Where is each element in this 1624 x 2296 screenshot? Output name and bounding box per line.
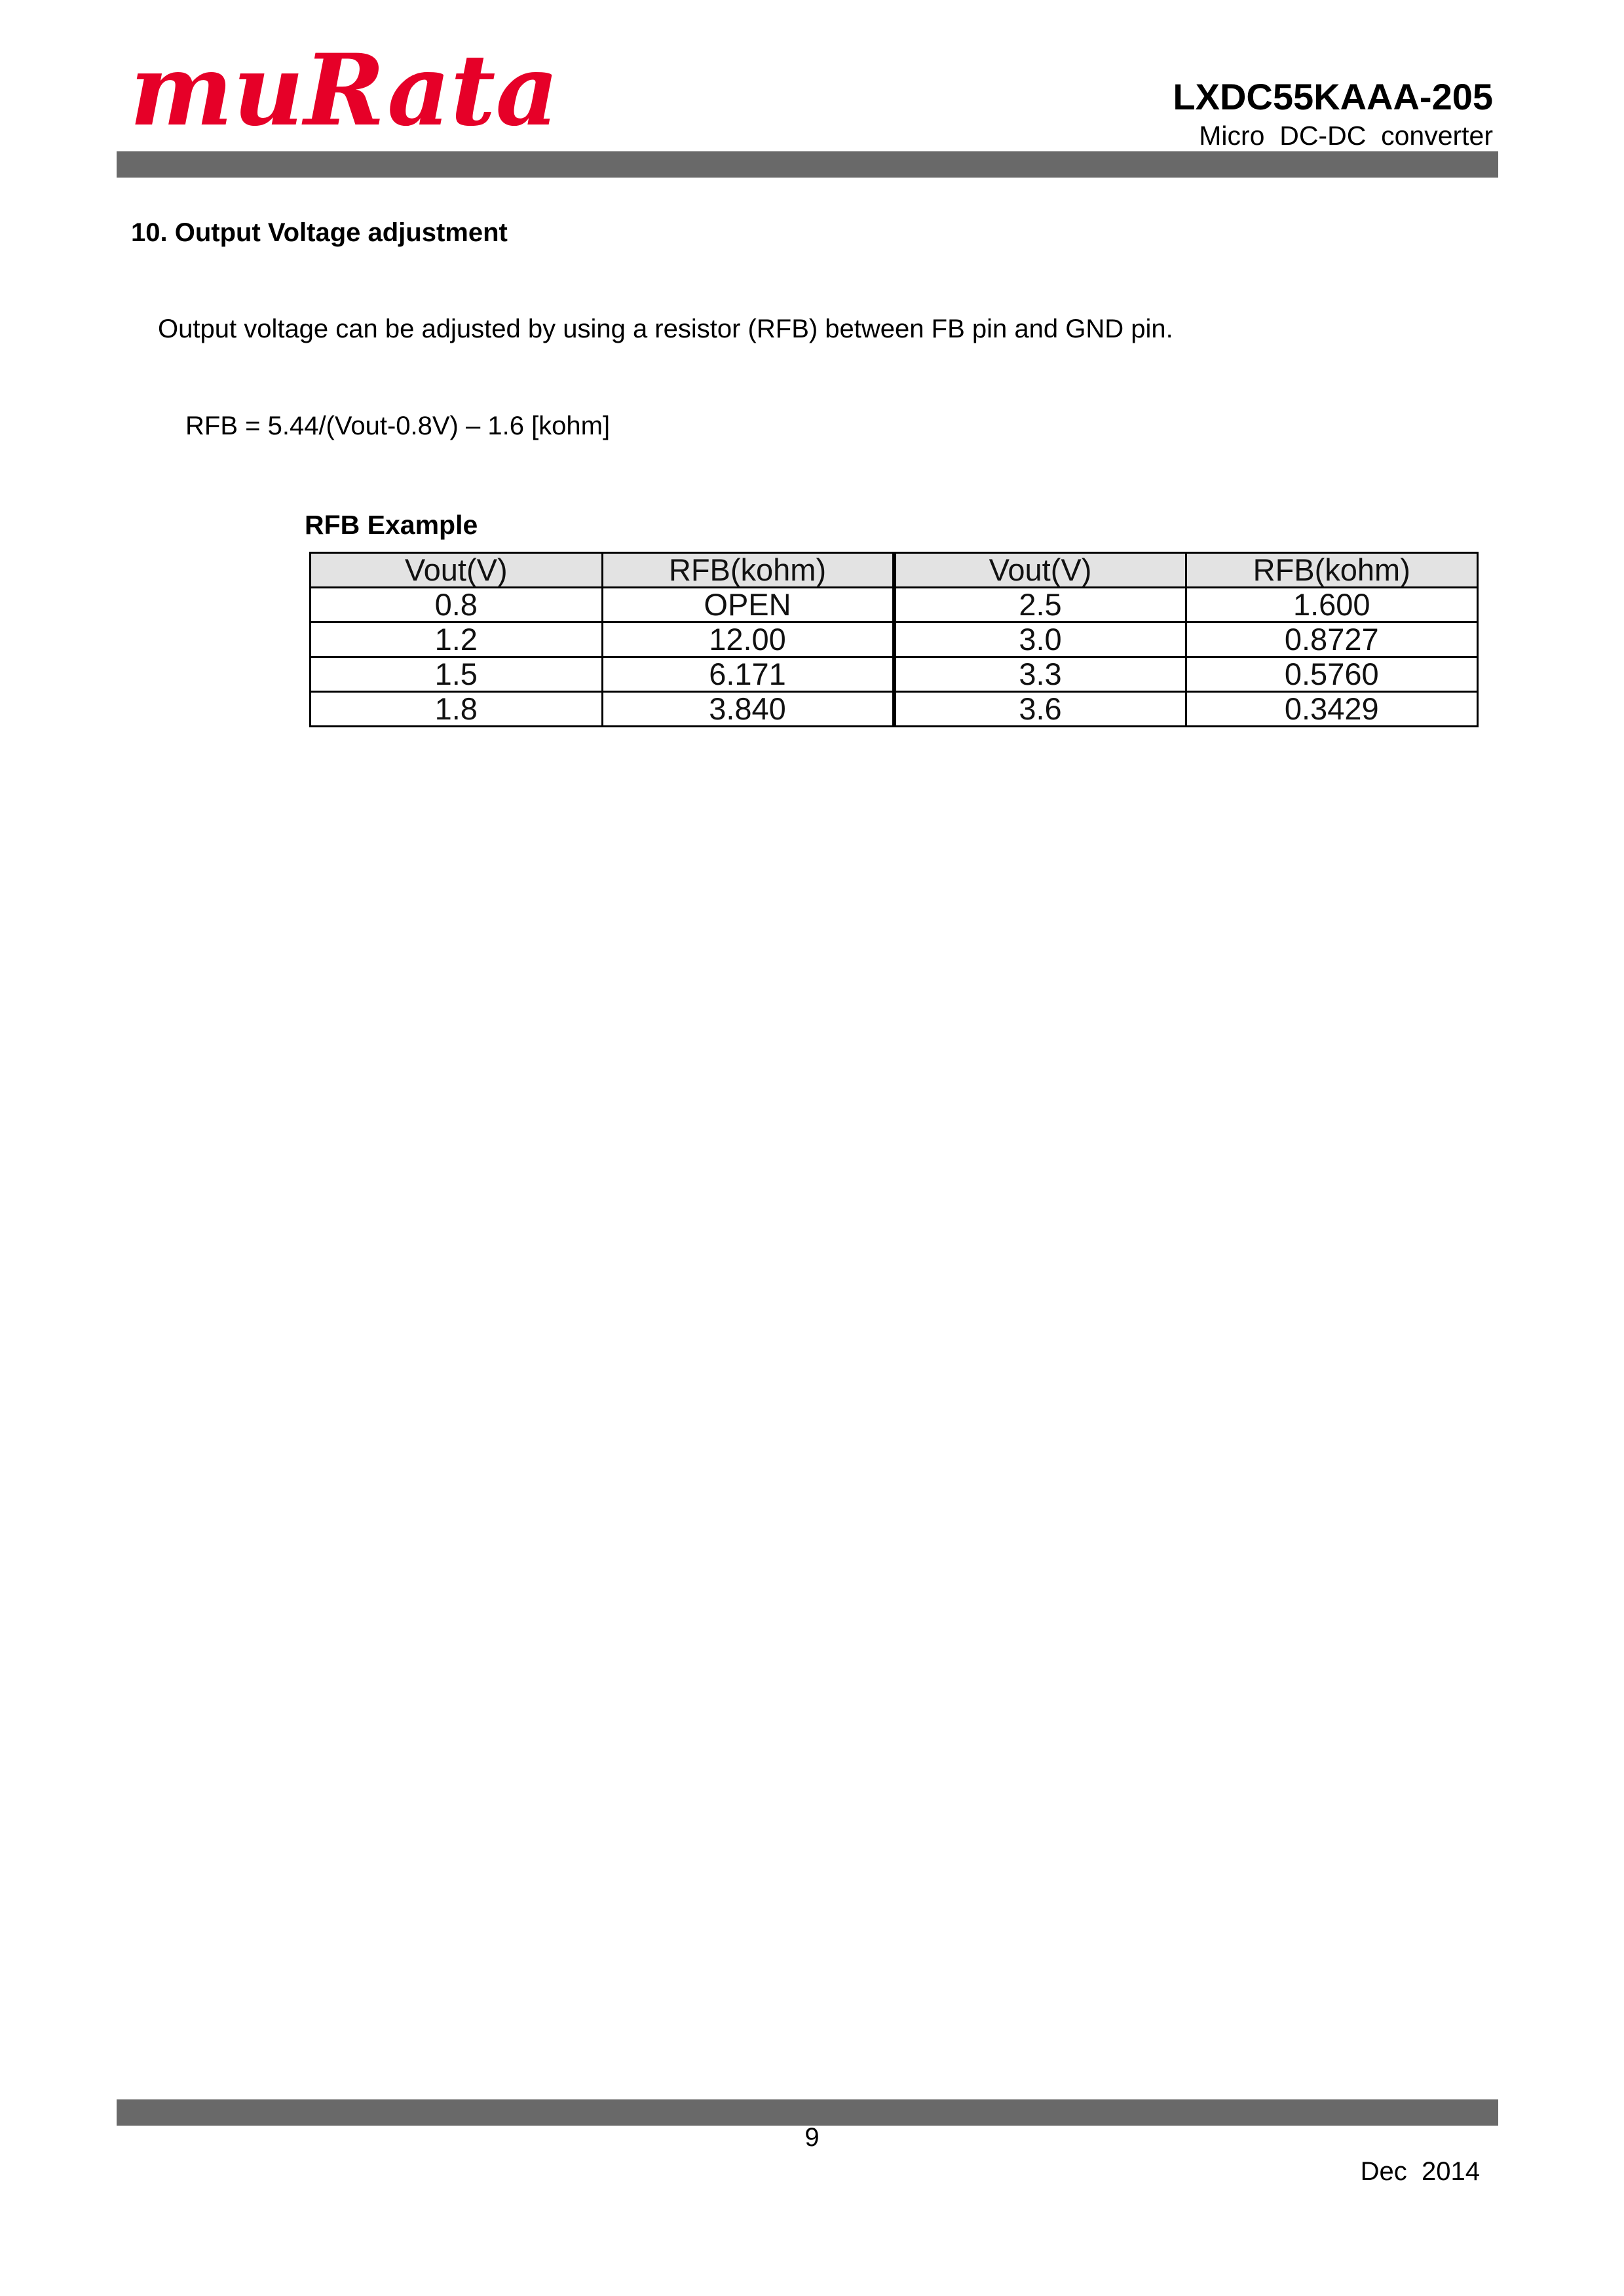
table-cell: 3.0 (894, 622, 1186, 657)
table-cell: 3.3 (894, 657, 1186, 692)
table-cell: 0.5760 (1186, 657, 1478, 692)
table-cell: 1.5 (311, 657, 603, 692)
table-row (311, 622, 1478, 657)
column-header: RFB(kohm) (602, 553, 894, 588)
document-date: Dec 2014 (1360, 2157, 1480, 2186)
column-header: RFB(kohm) (1186, 553, 1478, 588)
table-cell: 1.600 (1186, 588, 1478, 622)
table-row (311, 692, 1478, 727)
description-paragraph: Output voltage can be adjusted by using a resistor (RFB) between FB pin and GND pin. (158, 315, 1173, 343)
rfb-formula: RFB = 5.44/(Vout-0.8V) – 1.6 [kohm] (185, 411, 611, 440)
column-header: Vout(V) (311, 553, 603, 588)
table-cell: 0.8727 (1186, 622, 1478, 657)
page-number: 9 (804, 2123, 820, 2152)
table-cell: 12.00 (602, 622, 894, 657)
table-caption: RFB Example (305, 510, 478, 540)
table-cell: OPEN (602, 588, 894, 622)
table-cell: 1.2 (311, 622, 603, 657)
table-cell: 2.5 (894, 588, 1186, 622)
section-title: 10. Output Voltage adjustment (131, 218, 508, 247)
table-cell: 0.8 (311, 588, 603, 622)
table-row (311, 657, 1478, 692)
header-divider (117, 151, 1498, 178)
table-header-row (311, 553, 1478, 588)
table-cell: 1.8 (311, 692, 603, 727)
table-row (311, 588, 1478, 622)
document-id: LXDC55KAAA-205 (1173, 76, 1493, 117)
table-cell: 3.6 (894, 692, 1186, 727)
table-cell: 6.171 (602, 657, 894, 692)
table-cell: 0.3429 (1186, 692, 1478, 727)
document-subtitle: Micro DC-DC converter (1199, 121, 1493, 151)
column-header: Vout(V) (894, 553, 1186, 588)
rfb-example-table (309, 552, 1479, 727)
logo-wordmark: muRata (130, 33, 559, 138)
table-cell: 3.840 (602, 692, 894, 727)
murata-logo (130, 26, 562, 138)
footer-divider (117, 2099, 1498, 2126)
